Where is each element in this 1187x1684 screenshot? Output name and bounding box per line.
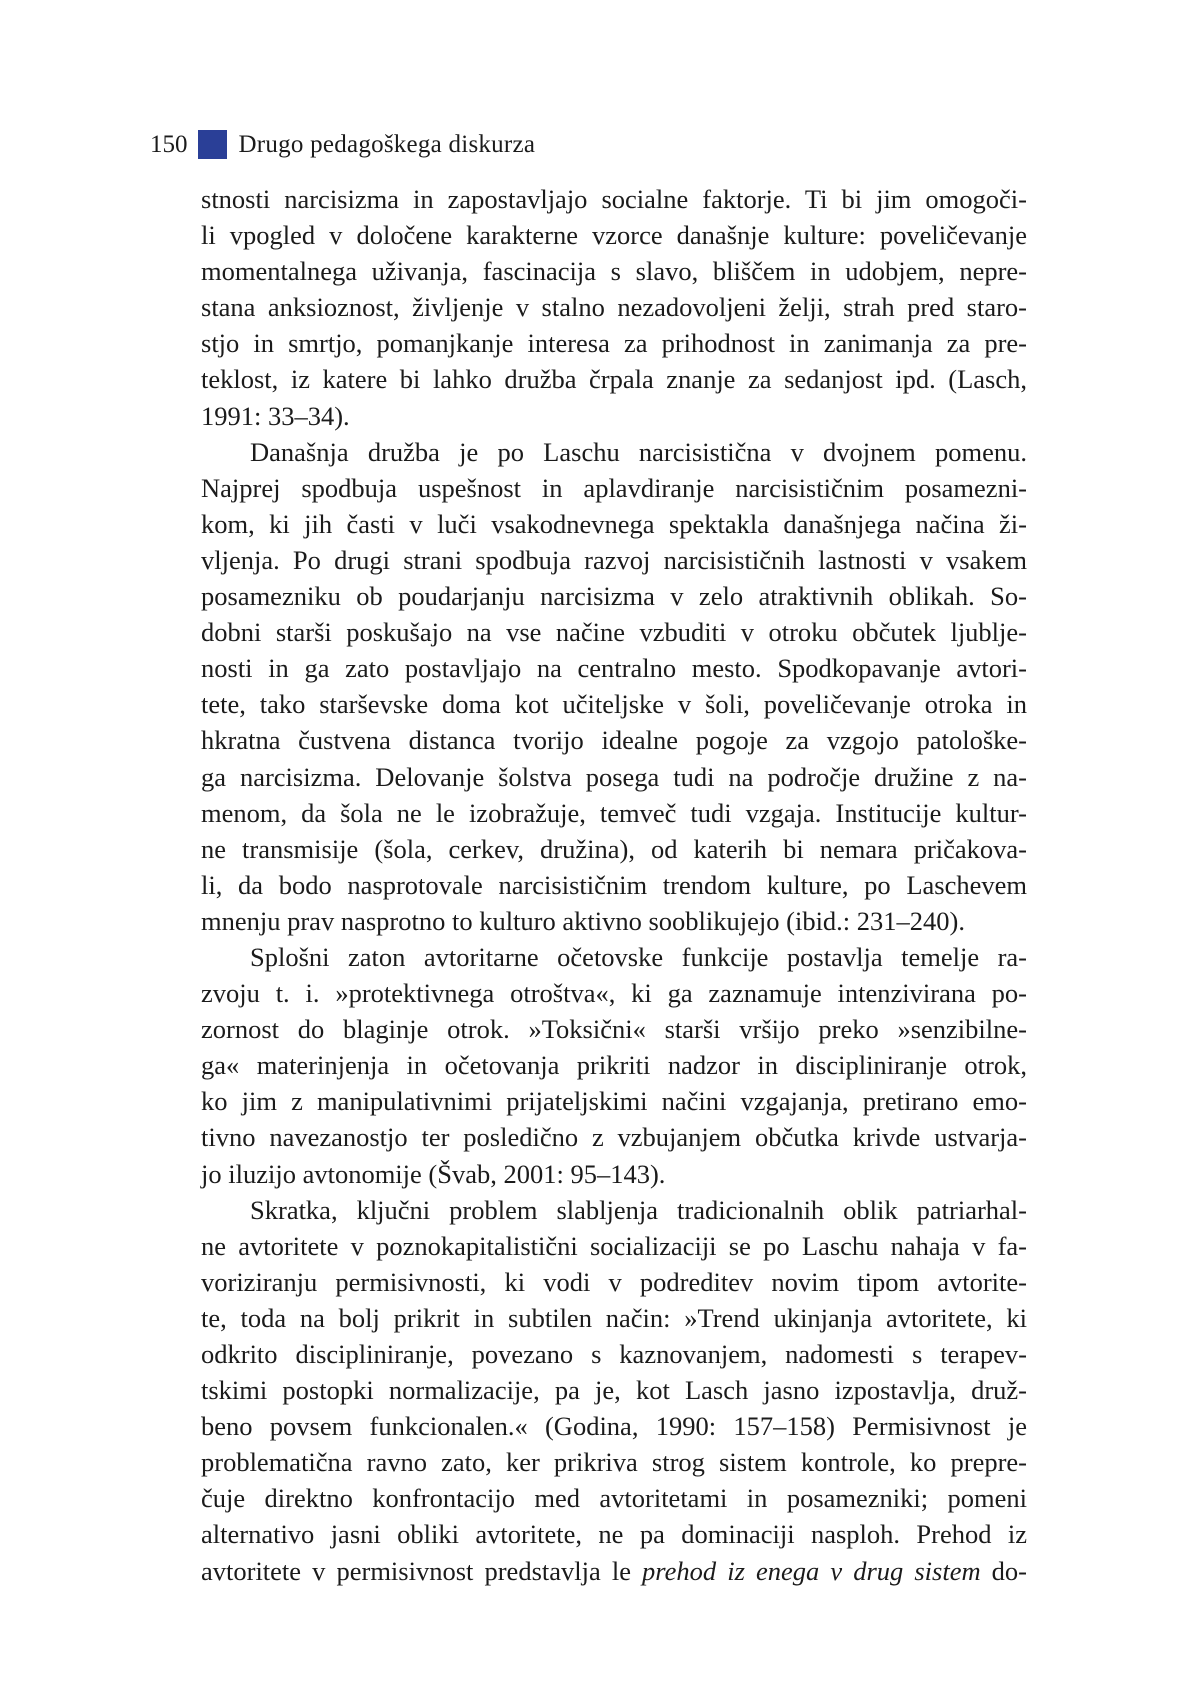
emphasized-phrase: prehod iz enega v drug sistem bbox=[642, 1555, 981, 1586]
text-line: voriziranju permisivnosti, ki vodi v podreditev novim tipom avtorite- bbox=[201, 1266, 1027, 1297]
running-header bbox=[150, 126, 535, 162]
text-line: stnosti narcisizma in zapostavljajo socialne faktorje. Ti bi jim omogoči- bbox=[201, 184, 1027, 214]
text-line: zornost do blaginje otrok. »Toksični« starši vršijo preko »senzibilne- bbox=[201, 1014, 1027, 1045]
text-line: hkratna čustvena distanca tvorijo idealne pogoje za vzgojo patološke- bbox=[201, 725, 1027, 756]
text-line: li vpogled v določene karakterne vzorce današnje kulture: poveličevanje bbox=[201, 220, 1027, 251]
text-line: stana anksioznost, življenje v stalno nezadovoljeni želji, strah pred staro- bbox=[201, 292, 1027, 323]
text-line: nosti in ga zato postavljajo na centralno mesto. Spodkopavanje avtori- bbox=[201, 653, 1027, 684]
paragraph-end-line: mnenju prav nasprotno to kulturo aktivno sooblikujejo (ibid.: 231–240). bbox=[201, 905, 965, 936]
text-line: li, da bodo nasprotovale narcisističnim trendom kulture, po Laschevem bbox=[201, 869, 1027, 900]
text-line: tete, tako starševske doma kot učiteljske v šoli, poveličevanje otroka in bbox=[201, 689, 1027, 720]
final-text-line bbox=[201, 1553, 1027, 1589]
text-line: ko jim z manipulativnimi prijateljskimi načini vzgajanja, pretirano emo- bbox=[201, 1086, 1027, 1117]
header-accent-square bbox=[198, 130, 227, 159]
page-number: 150 bbox=[150, 130, 188, 158]
text-line: ne transmisije (šola, cerkev, družina), od katerih bi nemara pričakova- bbox=[201, 833, 1027, 864]
text-line: tskimi postopki normalizacije, pa je, kot Lasch jasno izpostavlja, druž- bbox=[201, 1375, 1027, 1406]
text-line: alternativo jasni obliki avtoritete, ne pa dominaciji nasploh. Prehod iz bbox=[201, 1519, 1027, 1550]
running-title: Drugo pedagoškega diskurza bbox=[238, 130, 536, 158]
text-line: problematična ravno zato, ker prikriva strog sistem kontrole, ko prepre- bbox=[201, 1447, 1027, 1478]
text-line: momentalnega uživanja, fascinacija s slavo, bliščem in udobjem, nepre- bbox=[201, 256, 1027, 287]
text-line: tivno navezanostjo ter posledično z vzbujanjem občutka krivde ustvarja- bbox=[201, 1122, 1027, 1153]
text-line: te, toda na bolj prikrit in subtilen način: »Trend ukinjanja avtoritete, ki bbox=[201, 1302, 1027, 1333]
paragraph-first-line: Splošni zaton avtoritarne očetovske funkcije postavlja temelje ra- bbox=[250, 941, 1027, 972]
text-line: teklost, iz katere bi lahko družba črpala znanje za sedanjost ipd. (Lasch, bbox=[201, 364, 1027, 395]
paragraph-end-line: jo iluzijo avtonomije (Švab, 2001: 95–143). bbox=[201, 1158, 666, 1189]
text-line: Najprej spodbuja uspešnost in aplavdiranje narcisističnim posamezni- bbox=[201, 472, 1027, 503]
text-line: odkrito discipliniranje, povezano s kaznovanjem, nadomesti s terapev- bbox=[201, 1339, 1027, 1369]
text-line: vljenja. Po drugi strani spodbuja razvoj narcisističnih lastnosti v vsakem bbox=[201, 544, 1027, 575]
text-line: ga narcisizma. Delovanje šolstva posega tudi na področje družine z na- bbox=[201, 761, 1027, 792]
text-line: ne avtoritete v poznokapitalistični socializaciji se po Laschu nahaja v fa- bbox=[201, 1230, 1027, 1261]
final-line-start: avtoritete v permisivnost predstavlja le bbox=[201, 1555, 643, 1586]
text-line: zvoju t. i. »protektivnega otroštva«, ki ga zaznamuje intenzivirana po- bbox=[201, 978, 1027, 1009]
text-line: ga« materinjenja in očetovanja prikriti nadzor in discipliniranje otrok, bbox=[201, 1050, 1027, 1081]
text-line: kom, ki jih časti v luči vsakodnevnega spektakla današnjega načina ži- bbox=[201, 508, 1027, 539]
paragraph-first-line: Današnja družba je po Laschu narcisistična v dvojnem pomenu. bbox=[250, 436, 1027, 467]
final-line-end: do- bbox=[980, 1555, 1028, 1586]
text-line: beno povsem funkcionalen.« (Godina, 1990: 157–158) Permisivnost je bbox=[201, 1411, 1027, 1442]
text-line: posamezniku ob poudarjanju narcisizma v zelo atraktivnih oblikah. So- bbox=[201, 581, 1027, 612]
body-text bbox=[201, 181, 1027, 1589]
paragraph-first-line: Skratka, ključni problem slabljenja tradicionalnih oblik patriarhal- bbox=[250, 1194, 1027, 1225]
paragraph-end-line: 1991: 33–34). bbox=[201, 400, 350, 431]
text-line: menom, da šola ne le izobražuje, temveč tudi vzgaja. Institucije kultur- bbox=[201, 797, 1027, 828]
text-line: dobni starši poskušajo na vse načine vzbuditi v otroku občutek ljublje- bbox=[201, 617, 1027, 648]
text-line: čuje direktno konfrontacijo med avtoritetami in posamezniki; pomeni bbox=[201, 1483, 1027, 1514]
text-line: stjo in smrtjo, pomanjkanje interesa za prihodnost in zanimanja za pre- bbox=[201, 328, 1027, 359]
